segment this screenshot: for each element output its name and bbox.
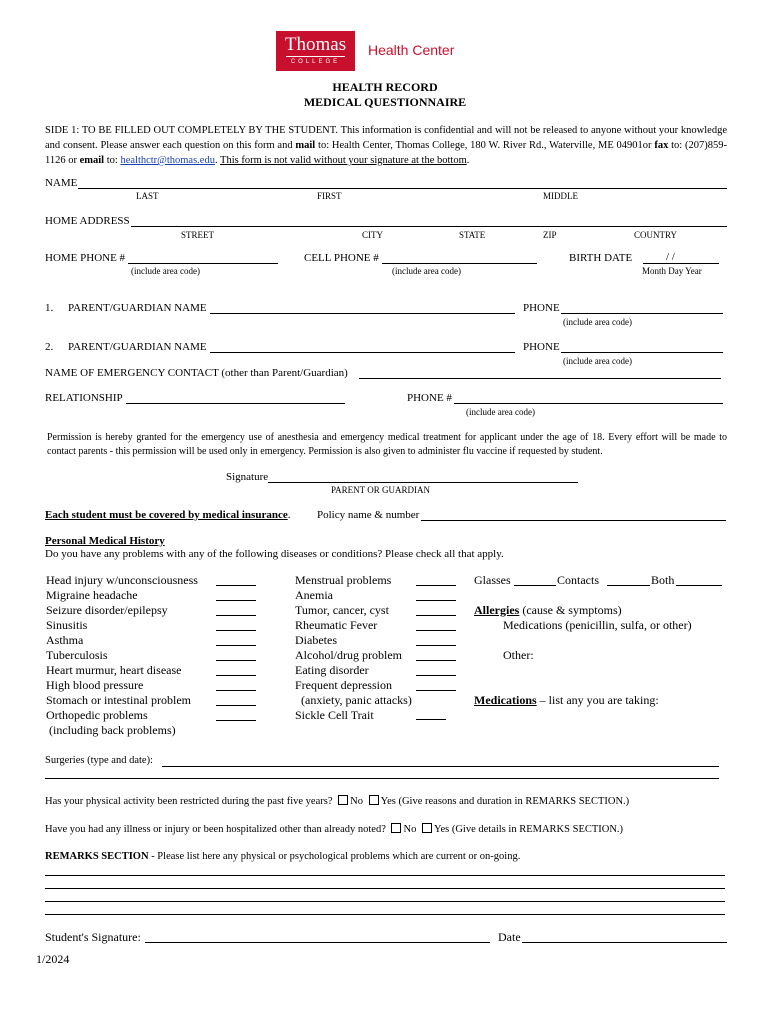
condition-item: Frequent depression (295, 678, 392, 692)
check-line[interactable] (416, 630, 456, 631)
condition-item: Tuberculosis (46, 648, 108, 662)
history-title: Personal Medical History (45, 535, 165, 547)
country-label: COUNTRY (634, 230, 678, 240)
contacts-field[interactable] (607, 585, 650, 586)
condition-item: Diabetes (295, 633, 337, 647)
question-activity (45, 795, 629, 807)
contacts-label: Contacts (557, 573, 599, 587)
home-phone-area-code: (include area code) (131, 266, 200, 276)
parent-signature-field[interactable] (268, 482, 578, 483)
both-field[interactable] (676, 585, 722, 586)
question-activity-text: Has your physical activity been restricted during the past five years? (45, 796, 333, 807)
parent-2-phone-label: PHONE (523, 341, 560, 353)
policy-label: Policy name & number (317, 509, 420, 521)
remarks-text: - Please list here any physical or psychological problems which are current or on-going. (148, 851, 521, 862)
parent-1-name-field[interactable] (210, 313, 515, 314)
surgeries-field[interactable] (162, 766, 719, 767)
first-label: FIRST (317, 191, 342, 201)
intro-mail: mail (295, 140, 316, 151)
checkbox-yes-illness[interactable] (422, 823, 432, 833)
condition-item: Asthma (46, 633, 84, 647)
permission-paragraph: Permission is hereby granted for the emergency use of anesthesia and emergency medical treatment for applicant under the age of 18. Every effort will be made to contact parents - this permission will be used only in emergency. Permission is also given to administer flu vaccine if requested by student. (47, 432, 727, 457)
yes-activity-label: Yes (Give reasons and duration in REMARKS SECTION.) (380, 796, 630, 807)
signature-required-note: This form is not valid without your signature at the bottom (220, 155, 467, 166)
condition-item: Orthopedic problems (46, 708, 148, 722)
condition-item: Menstrual problems (295, 573, 392, 587)
insurance-period: . (287, 509, 291, 521)
name-field[interactable] (78, 188, 727, 189)
relationship-field[interactable] (126, 403, 345, 404)
check-line[interactable] (216, 645, 256, 646)
intro-text-3: to: (207)859-1126 or (45, 140, 727, 166)
name-label: NAME (45, 177, 78, 189)
emergency-phone-label: PHONE # (407, 392, 452, 404)
parent-or-guardian-label: PARENT OR GUARDIAN (331, 485, 431, 495)
checkbox-yes-activity[interactable] (369, 795, 379, 805)
remarks-line[interactable] (45, 901, 725, 902)
home-phone-field[interactable] (128, 263, 278, 264)
check-line[interactable] (216, 660, 256, 661)
form-revision: 1/2024 (36, 952, 70, 966)
history-question: Do you have any problems with any of the following diseases or conditions? Please check all that apply. (45, 548, 504, 560)
condition-item: Migraine headache (46, 588, 138, 602)
check-line[interactable] (216, 690, 256, 691)
parent-1-phone-label: PHONE (523, 302, 560, 314)
check-line[interactable] (216, 600, 256, 601)
condition-item: Seizure disorder/epilepsy (46, 603, 168, 617)
cell-phone-area-code: (include area code) (392, 266, 461, 276)
check-line[interactable] (216, 720, 256, 721)
home-address-label: HOME ADDRESS (45, 215, 130, 227)
zip-label: ZIP (543, 230, 557, 240)
student-signature-field[interactable] (145, 942, 490, 943)
page-title: HEALTH RECORD (332, 80, 438, 94)
condition-item: Sickle Cell Trait (295, 708, 374, 722)
condition-item: Head injury w/unconsciousness (46, 573, 198, 587)
allergies-heading (474, 603, 622, 618)
parent-2-area-code: (include area code) (563, 356, 632, 366)
condition-item: Alcohol/drug problem (295, 648, 402, 662)
parent-2-number: 2. (45, 341, 54, 353)
medications-heading (474, 693, 659, 708)
surgeries-label: Surgeries (type and date): (45, 755, 153, 766)
state-label: STATE (459, 230, 486, 240)
check-line[interactable] (416, 690, 456, 691)
page-subtitle: MEDICAL QUESTIONNAIRE (303, 95, 467, 109)
remarks-line[interactable] (45, 875, 725, 876)
parent-1-phone-field[interactable] (561, 313, 723, 314)
email-link[interactable]: healthctr@thomas.edu (120, 155, 215, 166)
checkbox-no-illness[interactable] (391, 823, 401, 833)
medications-label: Medications (474, 693, 537, 707)
condition-item: (including back problems) (46, 723, 176, 737)
condition-list-2 (295, 573, 412, 723)
birth-date-label: BIRTH DATE (569, 252, 633, 264)
condition-item: Stomach or intestinal problem (46, 693, 191, 707)
glasses-field[interactable] (514, 585, 556, 586)
medications-note: – list any you are taking: (536, 693, 659, 707)
check-line[interactable] (416, 615, 456, 616)
intro-text-4: to: (104, 155, 121, 166)
condition-item: Anemia (295, 588, 333, 602)
student-signature-label: Student's Signature: (45, 930, 141, 944)
allergies-label: Allergies (474, 603, 520, 617)
condition-item: Eating disorder (295, 663, 369, 677)
intro-text-6: . (466, 155, 470, 166)
parent-1-number: 1. (45, 302, 54, 314)
allergies-note: (cause & symptoms) (519, 603, 622, 617)
month-day-year-label: Month Day Year (642, 266, 702, 276)
city-label: CITY (362, 230, 383, 240)
remarks-title: REMARKS SECTION (45, 851, 149, 862)
condition-item: Tumor, cancer, cyst (295, 603, 389, 617)
birth-date-slashes: / / (666, 251, 675, 263)
insurance-statement-text: Each student must be covered by medical insurance (45, 509, 288, 521)
no-label: No (403, 824, 417, 835)
intro-email: email (79, 155, 105, 166)
condition-item: Heart murmur, heart disease (46, 663, 182, 677)
home-phone-label: HOME PHONE # (45, 252, 126, 264)
parent-2-phone-field[interactable] (561, 352, 723, 353)
check-line[interactable] (416, 660, 456, 661)
relationship-label: RELATIONSHIP (45, 392, 123, 404)
condition-item: Rheumatic Fever (295, 618, 378, 632)
parent-1-area-code: (include area code) (563, 317, 632, 327)
allergy-medications-label: Medications (penicillin, sulfa, or other) (503, 618, 692, 632)
condition-item: Sinusitis (46, 618, 88, 632)
parent-2-name-field[interactable] (210, 352, 515, 353)
intro-text-5: . (214, 155, 221, 166)
check-line[interactable] (216, 585, 256, 586)
check-line[interactable] (416, 600, 456, 601)
insurance-statement (45, 509, 290, 521)
emergency-area-code: (include area code) (466, 407, 535, 417)
emergency-contact-field[interactable] (359, 378, 721, 379)
glasses-label: Glasses (474, 573, 511, 587)
health-center-label: Health Center (368, 42, 455, 58)
condition-item: High blood pressure (46, 678, 144, 692)
home-address-field[interactable] (131, 226, 727, 227)
college-logo (276, 31, 355, 71)
emergency-contact-label: NAME OF EMERGENCY CONTACT (other than Parent/Guardian) (45, 367, 348, 379)
check-line[interactable] (416, 719, 446, 720)
condition-list-1 (46, 573, 198, 738)
emergency-phone-field[interactable] (454, 403, 723, 404)
cell-phone-field[interactable] (382, 263, 537, 264)
both-label: Both (651, 573, 675, 587)
cell-phone-label: CELL PHONE # (304, 252, 379, 264)
policy-field[interactable] (421, 520, 726, 521)
logo-main-text: Thomas (284, 34, 347, 55)
question-illness (45, 823, 623, 835)
check-line[interactable] (416, 675, 456, 676)
remarks-heading (45, 851, 520, 862)
intro-paragraph (45, 123, 727, 168)
birth-date-field[interactable] (643, 263, 719, 264)
intro-text-2: to: Health Center, Thomas College, 180 W. River Rd., Waterville, ME 04901or (315, 140, 655, 151)
check-line[interactable] (416, 585, 456, 586)
check-line[interactable] (416, 645, 456, 646)
check-line[interactable] (216, 615, 256, 616)
allergy-other-label: Other: (503, 648, 534, 662)
last-label: LAST (136, 191, 159, 201)
remarks-line[interactable] (45, 914, 725, 915)
check-line[interactable] (216, 675, 256, 676)
logo-sub-text: COLLEGE (286, 56, 345, 66)
intro-text-1: SIDE 1: TO BE FILLED OUT COMPLETELY BY THE STUDENT. This information is confidential and will not be released to anyone without your knowledge and consent. Please answer each question on this form and (45, 125, 727, 151)
parent-1-name-label: PARENT/GUARDIAN NAME (68, 302, 207, 314)
surgeries-field-2[interactable] (45, 778, 719, 779)
checkbox-no-activity[interactable] (338, 795, 348, 805)
check-line[interactable] (216, 630, 256, 631)
date-label: Date (498, 930, 521, 944)
question-illness-text: Have you had any illness or injury or been hospitalized other than already noted? (45, 824, 386, 835)
remarks-line[interactable] (45, 888, 725, 889)
date-field[interactable] (522, 942, 727, 943)
no-label: No (350, 796, 363, 807)
intro-fax: fax (654, 140, 669, 151)
yes-illness-label: Yes (Give details in REMARKS SECTION.) (433, 824, 624, 835)
middle-label: MIDDLE (543, 191, 578, 201)
parent-2-name-label: PARENT/GUARDIAN NAME (68, 341, 207, 353)
street-label: STREET (181, 230, 214, 240)
signature-label: Signature (226, 471, 269, 483)
check-line[interactable] (216, 705, 256, 706)
condition-item: (anxiety, panic attacks) (295, 693, 412, 707)
